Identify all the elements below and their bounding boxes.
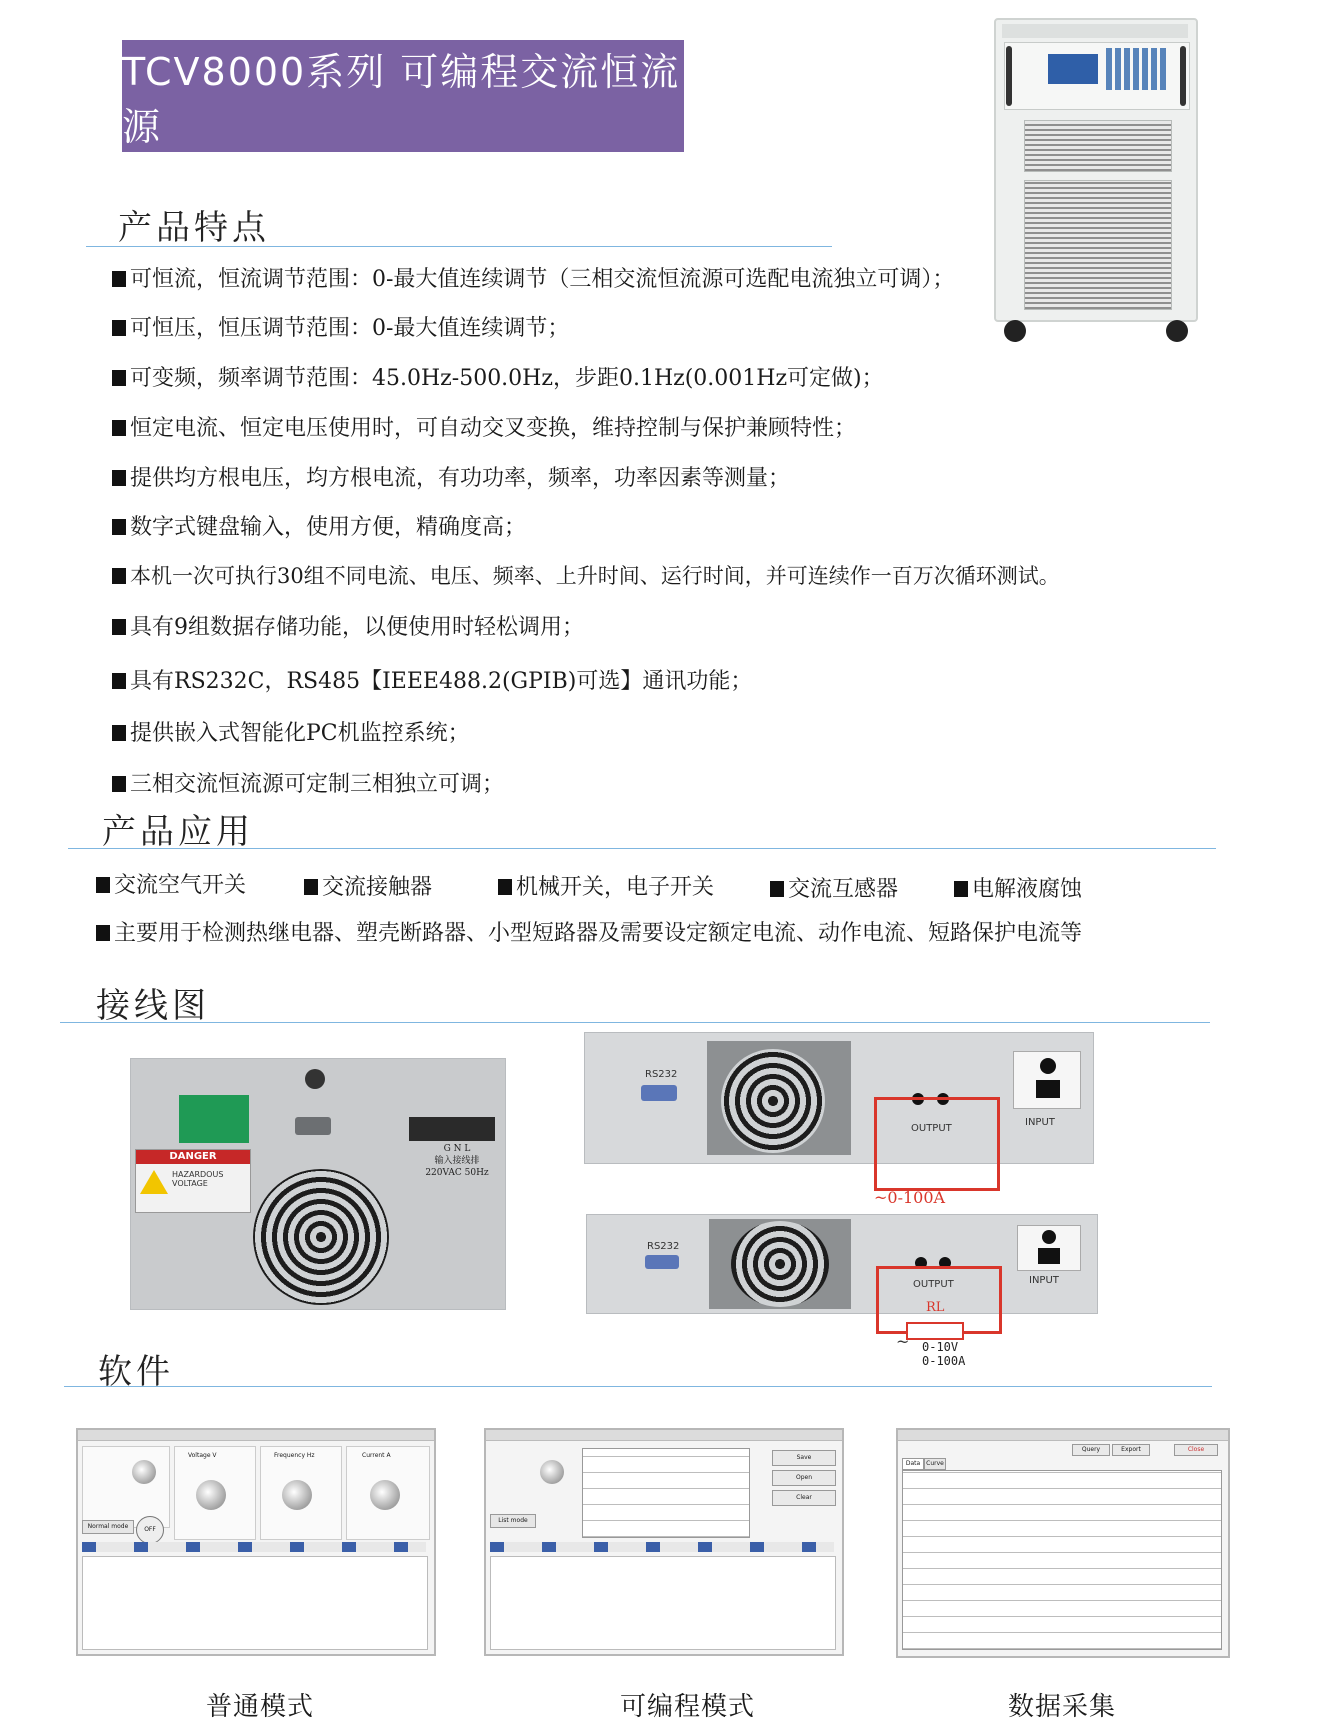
clear-button[interactable]: Clear bbox=[772, 1490, 836, 1506]
application-item: 主要用于检测热继电器、塑壳断路器、小型短路器及需要设定额定电流、动作电流、短路保护电流等 bbox=[96, 916, 1082, 947]
rs232-port bbox=[645, 1255, 679, 1269]
power-switch bbox=[179, 1095, 249, 1143]
caption-programmable-mode: 可编程模式 bbox=[620, 1692, 756, 1722]
page-title: TCV8000系列 可编程交流恒流源 bbox=[122, 50, 681, 149]
normal-mode-button[interactable]: Normal mode bbox=[82, 1520, 134, 1534]
feature-item: 本机一次可执行30组不同电流、电压、频率、上升时间、运行时间，并可连续作一百万次循环测试。 bbox=[112, 560, 1060, 590]
tab-curve[interactable]: Curve bbox=[924, 1458, 946, 1470]
load-resistor bbox=[906, 1322, 964, 1340]
feature-item: 三相交流恒流源可定制三相独立可调； bbox=[112, 767, 504, 798]
feature-item: 恒定电流、恒定电压使用时，可自动交叉变换，维持控制与保护兼顾特性； bbox=[112, 411, 856, 442]
caption-data-acquisition: 数据采集 bbox=[1008, 1692, 1117, 1722]
section-divider bbox=[64, 1386, 1212, 1387]
applications-heading: 产品应用 bbox=[102, 812, 254, 852]
fan-icon bbox=[731, 1221, 829, 1307]
section-divider bbox=[86, 246, 832, 247]
wiring-heading: 接线图 bbox=[96, 986, 210, 1026]
rs232-port bbox=[641, 1085, 677, 1101]
wiring-loop bbox=[874, 1097, 1000, 1191]
knob-icon[interactable] bbox=[132, 1460, 156, 1484]
load-spec: 0-10V 0-100A bbox=[922, 1340, 966, 1368]
voltage-knob-icon[interactable] bbox=[196, 1480, 226, 1510]
tab-data[interactable]: Data bbox=[902, 1458, 924, 1470]
vent-grille bbox=[1024, 180, 1172, 310]
application-item: 交流接触器 bbox=[304, 870, 432, 901]
open-button[interactable]: Open bbox=[772, 1470, 836, 1486]
save-button[interactable]: Save bbox=[772, 1450, 836, 1466]
knob-icon[interactable] bbox=[540, 1460, 564, 1484]
export-button[interactable]: Export bbox=[1112, 1444, 1150, 1456]
fuse-holder bbox=[305, 1069, 325, 1089]
vent-grille bbox=[1024, 120, 1172, 172]
software-window-normal: Normal mode OFF Voltage V Frequency Hz Current A bbox=[76, 1428, 436, 1656]
wiring-diagram-current: RS232 OUTPUT INPUT bbox=[584, 1032, 1094, 1164]
caster-wheel bbox=[1166, 320, 1188, 342]
query-button[interactable]: Query bbox=[1072, 1444, 1110, 1456]
software-heading: 软件 bbox=[98, 1352, 174, 1392]
warning-icon bbox=[140, 1170, 168, 1194]
feature-item: 提供嵌入式智能化PC机监控系统； bbox=[112, 716, 470, 747]
application-item: 机械开关，电子开关 bbox=[498, 870, 714, 901]
feature-item: 具有9组数据存储功能，以便使用时轻松调用； bbox=[112, 610, 584, 641]
rear-panel-image: DANGER HAZARDOUS VOLTAGE G N L 输入接线排 220VAC 50Hz bbox=[130, 1058, 506, 1310]
current-range-label: ~0-100A bbox=[874, 1188, 946, 1207]
current-knob-icon[interactable] bbox=[370, 1480, 400, 1510]
feature-item: 可变频，频率调节范围：45.0Hz-500.0Hz，步距0.1Hz(0.001Hz可定做)； bbox=[112, 361, 884, 392]
terminal-block bbox=[409, 1117, 495, 1141]
close-button[interactable]: Close bbox=[1174, 1444, 1218, 1456]
input-socket bbox=[1017, 1225, 1081, 1271]
features-heading: 产品特点 bbox=[118, 208, 270, 248]
caster-wheel bbox=[1004, 320, 1026, 342]
keypad bbox=[1106, 48, 1166, 90]
list-mode-button[interactable]: List mode bbox=[490, 1514, 536, 1528]
serial-port bbox=[295, 1117, 331, 1135]
feature-item: 可恒压，恒压调节范围：0-最大值连续调节； bbox=[112, 311, 569, 342]
program-table[interactable] bbox=[582, 1448, 750, 1538]
data-table[interactable] bbox=[902, 1470, 1222, 1650]
feature-item: 可恒流，恒流调节范围：0-最大值连续调节（三相交流恒流源可选配电流独立可调）； bbox=[112, 262, 954, 293]
wiring-diagram-load: RS232 OUTPUT INPUT bbox=[586, 1214, 1098, 1314]
fan-icon bbox=[253, 1169, 389, 1305]
frequency-knob-icon[interactable] bbox=[282, 1480, 312, 1510]
danger-label: DANGER HAZARDOUS VOLTAGE bbox=[135, 1149, 251, 1213]
application-item: 交流互感器 bbox=[770, 872, 898, 903]
fan-icon bbox=[721, 1049, 825, 1153]
lcd-display bbox=[1048, 54, 1098, 84]
application-item: 交流空气开关 bbox=[96, 868, 246, 899]
section-divider bbox=[68, 848, 1216, 849]
toolbar bbox=[82, 1542, 426, 1552]
load-label: RL bbox=[926, 1300, 945, 1315]
input-socket bbox=[1013, 1051, 1081, 1109]
feature-item: 具有RS232C，RS485【IEEE488.2(GPIB)可选】通讯功能； bbox=[112, 664, 752, 695]
title-banner bbox=[122, 40, 684, 152]
caption-normal-mode: 普通模式 bbox=[206, 1692, 315, 1722]
section-divider bbox=[60, 1022, 1210, 1023]
software-window-data bbox=[896, 1428, 1230, 1658]
application-item: 电解液腐蚀 bbox=[954, 872, 1082, 903]
software-window-programmable bbox=[484, 1428, 844, 1656]
product-image bbox=[994, 18, 1198, 322]
off-button[interactable]: OFF bbox=[136, 1516, 164, 1544]
chart-area bbox=[490, 1556, 836, 1650]
feature-item: 提供均方根电压，均方根电流，有功功率，频率，功率因素等测量； bbox=[112, 461, 790, 492]
chart-area bbox=[82, 1556, 428, 1650]
toolbar bbox=[490, 1542, 834, 1552]
feature-item: 数字式键盘输入，使用方便，精确度高； bbox=[112, 510, 526, 541]
